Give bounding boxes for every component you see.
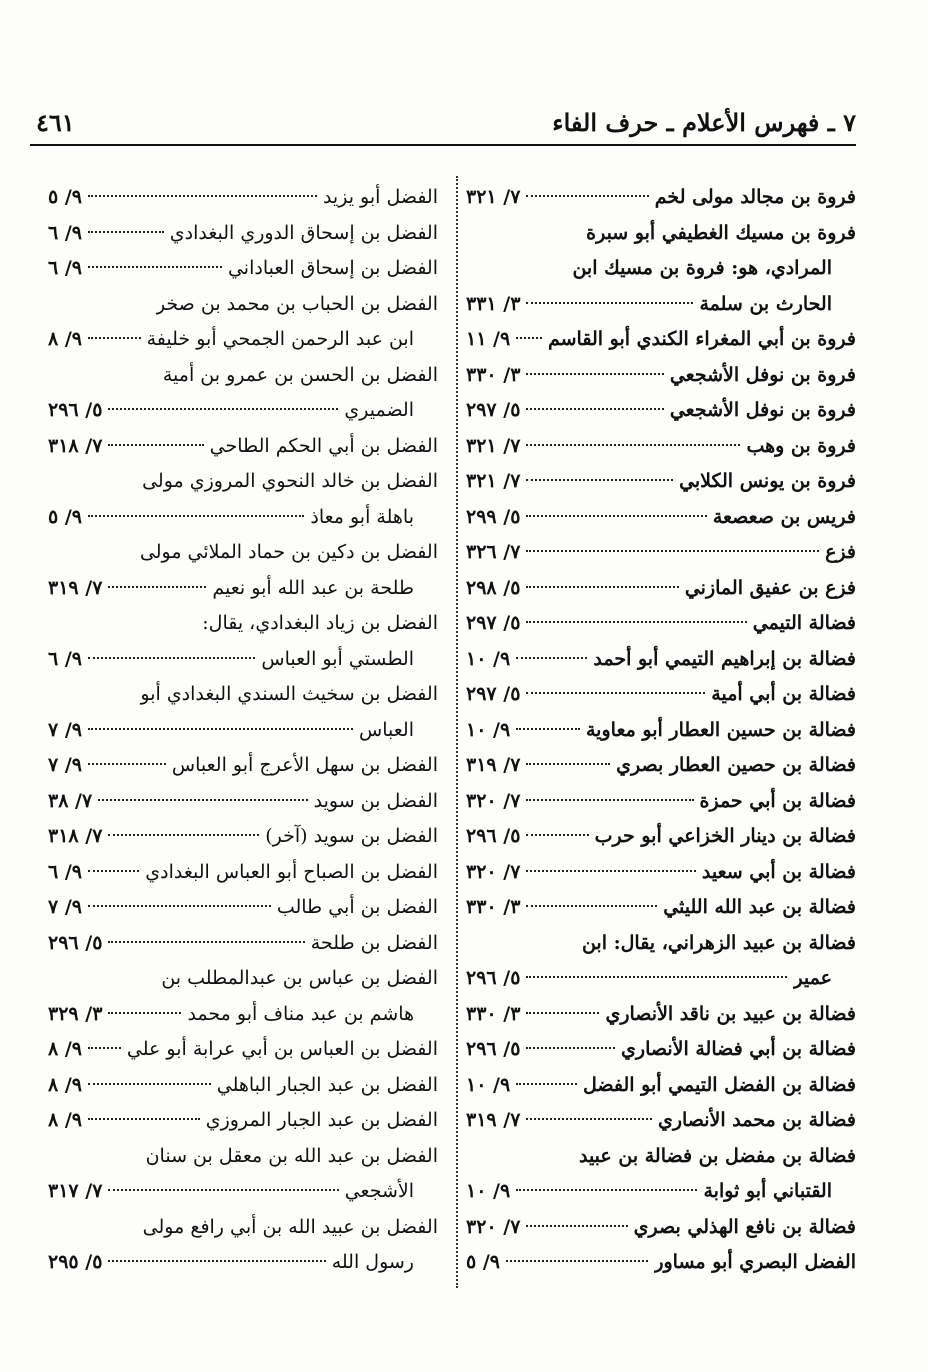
entry-reference: ٩/ ٧: [48, 718, 82, 741]
entry-reference: ٧/ ٣١٨: [48, 825, 103, 847]
entry-reference: ٧/ ٣١٧: [48, 1180, 103, 1202]
index-column-left: [48, 180, 438, 1281]
dot-leader: [88, 266, 222, 268]
entry-line: [466, 606, 856, 642]
entry-reference: ٧/ ٣٢١: [466, 186, 521, 208]
entry-name: العباس: [359, 718, 414, 741]
entry-reference: ٧/ ٣٨: [48, 789, 93, 812]
entry-line: [48, 429, 438, 465]
index-entry: [466, 677, 856, 713]
index-entry: [466, 997, 856, 1033]
entry-name: فضالة بن مفضل بن فضالة بن عبيد: [578, 1144, 856, 1167]
index-entry: [466, 1103, 856, 1139]
index-entry: [466, 500, 856, 536]
entry-line: [48, 890, 438, 926]
entry-name: الفضل بن العباس بن أبي عرابة أبو علي: [126, 1038, 438, 1060]
dot-leader: [88, 728, 353, 730]
entry-name: فضالة بن محمد الأنصاري: [657, 1109, 856, 1131]
entry-line: [466, 535, 856, 571]
dot-leader: [506, 1260, 648, 1262]
entry-name: الفضل بن زياد البغدادي، يقال:: [202, 612, 438, 634]
entry-name: فضالة بن دينار الخزاعي أبو حرب: [594, 825, 856, 847]
entry-name: الضميري: [344, 399, 414, 421]
entry-line: [48, 819, 438, 855]
entry-line: [466, 713, 856, 749]
dot-leader: [526, 621, 746, 623]
entry-name: الفضل بن خالد النحوي المروزي مولى: [142, 470, 438, 492]
dot-leader: [526, 870, 695, 872]
entry-name: فروة بن نوفل الأشجعي: [669, 363, 856, 386]
entry-name: الفضل بن عبد الله بن معقل بن سنان: [145, 1144, 438, 1167]
index-entry: [466, 1210, 856, 1246]
entry-name: الفضل أبو يزيد: [322, 186, 438, 208]
entry-reference: ٥/ ٢٩٨: [466, 576, 521, 599]
entry-continuation-line: [48, 322, 438, 358]
entry-name: فروة بن وهب: [746, 434, 856, 457]
entry-line: [48, 216, 438, 252]
entry-continuation-line: [48, 1174, 438, 1210]
dot-leader: [526, 799, 693, 801]
dot-leader: [516, 1083, 577, 1085]
entry-line: [48, 1210, 438, 1246]
entry-name: فضالة بن أبي حمزة: [699, 789, 856, 812]
entry-continuation-line: [48, 642, 438, 678]
entry-line: [466, 429, 856, 465]
entry-name: الفضل بن أبي الحكم الطاحي: [209, 434, 438, 457]
index-entry: [48, 855, 438, 891]
entry-reference: ٥/ ٢٩٥: [48, 1251, 103, 1273]
index-column-right: [466, 180, 856, 1281]
dot-leader: [108, 834, 259, 836]
entry-line: [466, 1245, 856, 1281]
entry-line: [466, 855, 856, 891]
entry-name: الفضل بن طلحة: [310, 931, 438, 954]
index-entry: [48, 1210, 438, 1281]
running-header-title: ٧ ـ فهرس الأعلام ـ حرف الفاء: [552, 108, 856, 137]
entry-reference: ٩/ ٥: [48, 505, 82, 528]
dot-leader: [526, 515, 706, 517]
entry-line: [466, 890, 856, 926]
dot-leader: [108, 1260, 325, 1262]
index-entry: [48, 251, 438, 287]
dot-leader: [526, 692, 705, 694]
dot-leader: [98, 799, 307, 801]
entry-name: الأشجعي: [344, 1180, 414, 1202]
entry-reference: ٩/ ١٠: [466, 647, 511, 670]
entry-name: فضالة بن عبيد بن ناقد الأنصاري: [605, 1002, 856, 1025]
entry-line: [48, 535, 438, 571]
index-entry: [48, 1068, 438, 1104]
index-entry: [48, 180, 438, 216]
entry-reference: ٥/ ٢٩٦: [466, 1038, 521, 1060]
entry-name: القتباني أبو ثوابة: [703, 1180, 832, 1202]
entry-reference: ٣/ ٣٣١: [466, 292, 521, 315]
entry-reference: ٣/ ٣٣٠: [466, 363, 521, 386]
entry-name: الحارث بن سلمة: [699, 292, 832, 315]
entry-line: [48, 1139, 438, 1175]
entry-name: الفضل البصري أبو مساور: [654, 1251, 856, 1273]
entry-line: [48, 287, 438, 323]
entry-line: [48, 677, 438, 713]
entry-reference: ٩/ ٧: [48, 754, 82, 776]
dot-leader: [88, 905, 271, 907]
index-entry: [466, 358, 856, 394]
dot-leader: [516, 1189, 697, 1191]
index-entry: [466, 890, 856, 926]
entry-line: [466, 322, 856, 358]
entry-line: [466, 819, 856, 855]
index-entry: [466, 1068, 856, 1104]
entry-name: الفضل بن عبد الجبار المروزي: [205, 1109, 438, 1131]
entry-name: فضالة بن حسين العطار أبو معاوية: [586, 718, 856, 741]
entry-name: فزع بن عفيق المازني: [684, 576, 856, 599]
entry-name: فريس بن صعصعة: [712, 505, 856, 528]
page-header: [30, 102, 856, 146]
entry-name: هاشم بن عبد مناف أبو محمد: [187, 1002, 414, 1025]
entry-reference: ٧/ ٣١٨: [48, 434, 103, 457]
entry-name: فروة بن يونس الكلابي: [679, 470, 856, 492]
index-entry: [466, 393, 856, 429]
entry-line: [466, 1068, 856, 1104]
entry-name: فضالة بن عبيد الزهراني، يقال: ابن: [581, 931, 856, 954]
dot-leader: [526, 905, 657, 907]
entry-line: [48, 464, 438, 500]
index-entry: [466, 1032, 856, 1068]
entry-name: فضالة بن عبد الله الليثي: [663, 896, 856, 918]
index-entry: [466, 784, 856, 820]
entry-line: [466, 216, 856, 252]
index-entry: [466, 216, 856, 323]
index-entry: [48, 287, 438, 358]
index-entry: [466, 180, 856, 216]
dot-leader: [526, 302, 693, 304]
dot-leader: [526, 1118, 652, 1120]
dot-leader: [526, 479, 673, 481]
index-entry: [48, 606, 438, 677]
entry-name: الفضل بن عبيد الله بن أبي رافع مولى: [142, 1215, 438, 1238]
entry-reference: ٩/ ٦: [48, 647, 82, 670]
entry-name: فروة بن مجالد مولى لخم: [654, 186, 856, 208]
index-entry: [466, 642, 856, 678]
index-entry: [466, 1245, 856, 1281]
dot-leader: [526, 408, 663, 410]
entry-reference: ٧/ ٣٢٠: [466, 860, 521, 883]
dot-leader: [516, 337, 542, 339]
entry-line: [48, 1103, 438, 1139]
dot-leader: [526, 1225, 627, 1227]
dot-leader: [108, 444, 203, 446]
entry-reference: ٩/ ١٠: [466, 1073, 511, 1096]
dot-leader: [88, 337, 141, 339]
entry-reference: ٣/ ٣٢٩: [48, 1002, 103, 1025]
entry-reference: ٥/ ٢٩٧: [466, 612, 521, 634]
dot-leader: [526, 976, 787, 978]
entry-continuation-line: [466, 251, 856, 287]
index-entry: [48, 1103, 438, 1139]
entry-line: [466, 926, 856, 962]
entry-line: [466, 393, 856, 429]
entry-name: فروة بن مسيك الغطيفي أبو سبرة: [586, 221, 856, 244]
entry-reference: ٧/ ٣١٩: [48, 576, 103, 599]
dot-leader: [526, 444, 740, 446]
entry-name: فزع: [825, 541, 856, 563]
dot-leader: [88, 870, 139, 872]
index-entry: [466, 1139, 856, 1210]
index-entry: [466, 464, 856, 500]
entry-line: [48, 1068, 438, 1104]
entry-reference: ٧/ ٣٢١: [466, 470, 521, 492]
index-entry: [466, 819, 856, 855]
entry-reference: ٧/ ٣١٩: [466, 1109, 521, 1131]
entry-continuation-line: [48, 713, 438, 749]
index-entry: [48, 926, 438, 962]
entry-name: باهلة أبو معاذ: [310, 505, 414, 528]
entry-name: الفضل بن الحباب بن محمد بن صخر: [155, 292, 438, 315]
index-entry: [48, 961, 438, 1032]
index-entry: [48, 677, 438, 748]
entry-reference: ٧/ ٣٢٦: [466, 541, 521, 563]
dot-leader: [526, 1012, 599, 1014]
dot-leader: [88, 1083, 211, 1085]
entry-reference: ٩/ ١٠: [466, 718, 511, 741]
entry-name: رسول الله: [331, 1251, 414, 1273]
entry-reference: ٥/ ٢٩٦: [466, 825, 521, 847]
dot-leader: [516, 657, 587, 659]
dot-leader: [108, 941, 304, 943]
dot-leader: [526, 550, 819, 552]
entry-name: الفضل بن إسحاق الدوري البغدادي: [169, 221, 438, 244]
entry-name: فروة بن أبي المغراء الكندي أبو القاسم: [547, 328, 856, 350]
dot-leader: [88, 1047, 121, 1049]
entry-line: [48, 784, 438, 820]
dot-leader: [88, 195, 317, 197]
entry-reference: ٩/ ٨: [48, 1073, 82, 1096]
entry-line: [48, 961, 438, 997]
index-entry: [48, 216, 438, 252]
entry-name: فضالة بن نافع الهذلي بصري: [633, 1215, 856, 1238]
entry-line: [48, 926, 438, 962]
entry-name: الفضل بن أبي طالب: [276, 896, 438, 918]
entry-reference: ٥/ ٢٩٧: [466, 399, 521, 421]
entry-name: الفضل بن إسحاق العباداني: [227, 257, 438, 279]
entry-line: [466, 1103, 856, 1139]
index-entry: [48, 429, 438, 465]
index-entry: [48, 890, 438, 926]
entry-reference: ٥/ ٢٩٧: [466, 683, 521, 705]
entry-name: الفضل بن دكين بن حماد الملائي مولى: [139, 541, 438, 563]
entry-reference: ٧/ ٣٢٠: [466, 789, 521, 812]
entry-line: [466, 180, 856, 216]
entry-reference: ٩/ ٨: [48, 1038, 82, 1060]
entry-reference: ٥/ ٢٩٦: [48, 931, 103, 954]
entry-name: فضالة بن أبي أمية: [711, 683, 856, 705]
entry-line: [466, 358, 856, 394]
entry-line: [48, 1032, 438, 1068]
entry-line: [466, 500, 856, 536]
entry-reference: ٩/ ١١: [466, 328, 511, 350]
entry-reference: ٥/ ٢٩٦: [466, 967, 521, 989]
entry-line: [48, 855, 438, 891]
entry-line: [466, 784, 856, 820]
entry-line: [48, 748, 438, 784]
dot-leader: [516, 728, 580, 730]
dot-leader: [108, 1012, 181, 1014]
dot-leader: [526, 1047, 615, 1049]
dot-leader: [108, 1189, 338, 1191]
entry-name: الطستي أبو العباس: [261, 647, 414, 670]
entry-reference: ٧/ ٣٢١: [466, 434, 521, 457]
entry-line: [466, 464, 856, 500]
index-entry: [48, 535, 438, 606]
entry-line: [48, 180, 438, 216]
dot-leader: [88, 763, 166, 765]
entry-line: [48, 358, 438, 394]
entry-reference: ٩/ ٥: [48, 186, 82, 208]
entry-name: فضالة التيمي: [752, 612, 856, 634]
entry-continuation-line: [466, 961, 856, 997]
entry-reference: ٩/ ٦: [48, 860, 82, 883]
dot-leader: [88, 231, 164, 233]
dot-leader: [526, 834, 588, 836]
entry-name: الفضل بن عباس بن عبدالمطلب بن: [161, 967, 438, 989]
entry-name: فضالة بن أبي سعيد: [701, 860, 856, 883]
index-entry: [466, 535, 856, 571]
index-entry: [48, 464, 438, 535]
entry-reference: ٩/ ٦: [48, 257, 82, 279]
dot-leader: [88, 657, 255, 659]
entry-name: فضالة بن الفضل التيمي أبو الفضل: [583, 1073, 856, 1096]
entry-reference: ٩/ ٨: [48, 328, 82, 350]
entry-reference: ٣/ ٣٣٠: [466, 896, 521, 918]
dot-leader: [526, 586, 678, 588]
entry-name: الفضل بن عبد الجبار الباهلي: [216, 1073, 438, 1096]
entry-continuation-line: [48, 997, 438, 1033]
entry-continuation-line: [48, 500, 438, 536]
entry-line: [466, 571, 856, 607]
entry-reference: ٧/ ٣١٩: [466, 754, 521, 776]
index-entry: [466, 571, 856, 607]
entry-line: [466, 1032, 856, 1068]
entry-line: [466, 748, 856, 784]
entry-name: الفضل بن الحسن بن عمرو بن أمية: [162, 363, 438, 386]
dot-leader: [526, 373, 663, 375]
entry-name: فضالة بن أبي فضالة الأنصاري: [621, 1038, 856, 1060]
index-entry: [466, 429, 856, 465]
entry-name: الفضل بن الصباح أبو العباس البغدادي: [145, 860, 438, 883]
entry-continuation-line: [466, 1174, 856, 1210]
index-entry: [466, 606, 856, 642]
entry-line: [48, 606, 438, 642]
entry-line: [48, 251, 438, 287]
entry-continuation-line: [48, 1245, 438, 1281]
entry-name: عمير: [793, 967, 832, 989]
dot-leader: [108, 586, 206, 588]
entry-line: [466, 642, 856, 678]
entry-name: فضالة بن إبراهيم التيمي أبو أحمد: [593, 647, 856, 670]
index-entry: [466, 926, 856, 997]
entry-continuation-line: [48, 571, 438, 607]
entry-name: فضالة بن حصين العطار بصري: [616, 754, 856, 776]
column-divider: [456, 176, 458, 1288]
entry-reference: ٧/ ٣٢٠: [466, 1215, 521, 1238]
entry-continuation-line: [466, 287, 856, 323]
entry-line: [466, 1139, 856, 1175]
entry-reference: ٩/ ٥: [466, 1251, 500, 1273]
index-entry: [466, 748, 856, 784]
dot-leader: [108, 408, 338, 410]
index-entry: [466, 855, 856, 891]
index-entry: [48, 748, 438, 784]
entry-reference: ٩/ ٦: [48, 221, 82, 244]
index-entry: [466, 322, 856, 358]
entry-name: الفضل بن سخيث السندي البغدادي أبو: [140, 683, 438, 705]
entry-reference: ٩/ ٨: [48, 1109, 82, 1131]
entry-line: [466, 997, 856, 1033]
dot-leader: [526, 763, 610, 765]
index-entry: [48, 1139, 438, 1210]
entry-reference: ٩/ ٧: [48, 896, 82, 918]
dot-leader: [88, 1118, 200, 1120]
entry-name: الفضل بن سويد: [313, 789, 438, 812]
page-number: ٤٦١: [36, 108, 75, 137]
index-entry: [48, 784, 438, 820]
entry-name: الفضل بن سهل الأعرج أبو العباس: [171, 754, 438, 776]
entry-reference: ٣/ ٣٣٠: [466, 1002, 521, 1025]
dot-leader: [526, 195, 648, 197]
entry-name: فروة بن نوفل الأشجعي: [669, 399, 856, 421]
index-entry: [48, 358, 438, 429]
entry-name: طلحة بن عبد الله أبو نعيم: [212, 576, 414, 599]
dot-leader: [88, 515, 304, 517]
entry-line: [466, 677, 856, 713]
entry-continuation-line: [48, 393, 438, 429]
index-entry: [466, 713, 856, 749]
entry-name: ابن عبد الرحمن الجمحي أبو خليفة: [146, 328, 414, 350]
entry-reference: ٥/ ٢٩٩: [466, 505, 521, 528]
entry-line: [466, 1210, 856, 1246]
index-entry: [48, 1032, 438, 1068]
entry-name: المرادي، هو: فروة بن مسيك ابن: [572, 257, 832, 279]
index-entry: [48, 819, 438, 855]
entry-name: الفضل بن سويد (آخر): [265, 825, 438, 847]
entry-reference: ٥/ ٢٩٦: [48, 399, 103, 421]
entry-reference: ٩/ ١٠: [466, 1180, 511, 1202]
